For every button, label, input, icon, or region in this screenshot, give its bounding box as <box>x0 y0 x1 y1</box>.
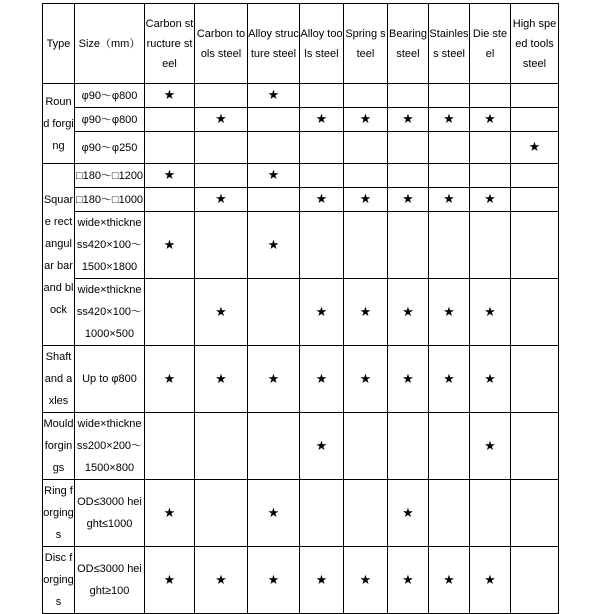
star-mark-cell <box>429 346 470 413</box>
star-mark-cell <box>195 279 248 346</box>
star-mark-cell <box>344 188 388 212</box>
empty-cell <box>195 132 248 164</box>
empty-cell <box>511 108 559 132</box>
star-mark-cell <box>145 346 195 413</box>
star-mark-cell <box>470 188 511 212</box>
empty-cell <box>248 132 300 164</box>
star-icon: ★ <box>484 370 496 386</box>
star-icon: ★ <box>267 167 280 182</box>
empty-cell <box>344 212 388 279</box>
empty-cell <box>300 212 344 279</box>
star-mark-cell <box>388 547 429 614</box>
empty-cell <box>145 413 195 480</box>
header-size: Size（mm） <box>75 4 145 84</box>
header-alloy-structure-steel: Alloy structure steel <box>248 4 300 84</box>
empty-cell <box>195 84 248 108</box>
size-cell: □180～□1000 <box>75 188 145 212</box>
empty-cell <box>300 84 344 108</box>
star-icon: ★ <box>484 303 496 319</box>
empty-cell <box>145 279 195 346</box>
star-icon: ★ <box>315 303 328 319</box>
table-row <box>43 132 559 164</box>
star-mark-cell <box>248 547 300 614</box>
table-row <box>43 480 559 547</box>
empty-cell <box>470 164 511 188</box>
star-icon: ★ <box>443 111 455 126</box>
star-mark-cell <box>429 188 470 212</box>
star-icon: ★ <box>443 370 455 386</box>
empty-cell <box>511 164 559 188</box>
star-mark-cell <box>145 480 195 547</box>
size-cell: φ90～φ250 <box>75 132 145 164</box>
empty-cell <box>429 212 470 279</box>
header-type: Type <box>43 4 75 84</box>
empty-cell <box>511 413 559 480</box>
star-mark-cell <box>470 547 511 614</box>
empty-cell <box>511 346 559 413</box>
star-icon: ★ <box>267 370 280 386</box>
empty-cell <box>511 188 559 212</box>
size-cell: OD≤3000 height≥100 <box>75 547 145 614</box>
empty-cell <box>511 212 559 279</box>
star-icon: ★ <box>267 504 280 520</box>
steel-forging-table <box>42 3 559 614</box>
star-icon: ★ <box>163 236 176 252</box>
star-icon: ★ <box>484 437 496 453</box>
header-carbon-structure-steel: Carbon structure steel <box>145 4 195 84</box>
empty-cell <box>195 413 248 480</box>
star-mark-cell <box>344 108 388 132</box>
table-row <box>43 108 559 132</box>
empty-cell <box>429 413 470 480</box>
star-icon: ★ <box>163 370 176 386</box>
type-cell: Round forging <box>43 84 75 164</box>
size-cell: φ90～φ800 <box>75 84 145 108</box>
empty-cell <box>344 413 388 480</box>
empty-cell <box>429 480 470 547</box>
star-mark-cell <box>344 346 388 413</box>
type-cell: Square rectangular bar and block <box>43 164 75 346</box>
star-icon: ★ <box>402 303 414 319</box>
star-icon: ★ <box>215 370 227 386</box>
size-cell: φ90～φ800 <box>75 108 145 132</box>
size-cell: wide×thickness420×100～1500×1800 <box>75 212 145 279</box>
table-row <box>43 164 559 188</box>
empty-cell <box>511 480 559 547</box>
star-mark-cell <box>300 108 344 132</box>
star-mark-cell <box>470 346 511 413</box>
star-icon: ★ <box>443 191 455 206</box>
star-mark-cell <box>388 188 429 212</box>
star-mark-cell <box>300 188 344 212</box>
size-cell: wide×thickness200×200～1500×800 <box>75 413 145 480</box>
empty-cell <box>300 132 344 164</box>
star-mark-cell <box>145 84 195 108</box>
header-row <box>43 4 559 84</box>
empty-cell <box>145 188 195 212</box>
star-mark-cell <box>300 413 344 480</box>
empty-cell <box>248 108 300 132</box>
table-row <box>43 413 559 480</box>
star-icon: ★ <box>402 504 414 520</box>
empty-cell <box>344 132 388 164</box>
star-mark-cell <box>429 279 470 346</box>
star-mark-cell <box>388 279 429 346</box>
type-cell: Disc forgings <box>43 547 75 614</box>
star-icon: ★ <box>443 571 455 587</box>
header-stainless-steel: Stainless steel <box>429 4 470 84</box>
empty-cell <box>470 480 511 547</box>
table-row <box>43 84 559 108</box>
star-icon: ★ <box>215 111 227 126</box>
star-mark-cell <box>429 108 470 132</box>
star-mark-cell <box>388 480 429 547</box>
star-icon: ★ <box>443 303 455 319</box>
star-icon: ★ <box>359 303 372 319</box>
star-icon: ★ <box>402 571 414 587</box>
star-mark-cell <box>470 413 511 480</box>
empty-cell <box>429 132 470 164</box>
empty-cell <box>388 413 429 480</box>
header-die-steel: Die steel <box>470 4 511 84</box>
star-icon: ★ <box>267 571 280 587</box>
size-cell: OD≤3000 height≤1000 <box>75 480 145 547</box>
star-icon: ★ <box>315 571 328 587</box>
star-mark-cell <box>470 108 511 132</box>
empty-cell <box>470 132 511 164</box>
empty-cell <box>248 279 300 346</box>
star-mark-cell <box>248 346 300 413</box>
empty-cell <box>344 164 388 188</box>
star-icon: ★ <box>315 370 328 386</box>
header-bearing-steel: Bearing steel <box>388 4 429 84</box>
empty-cell <box>145 108 195 132</box>
empty-cell <box>248 413 300 480</box>
star-mark-cell <box>470 279 511 346</box>
empty-cell <box>511 279 559 346</box>
empty-cell <box>511 84 559 108</box>
star-mark-cell <box>511 132 559 164</box>
star-icon: ★ <box>359 370 372 386</box>
star-mark-cell <box>248 212 300 279</box>
star-icon: ★ <box>359 111 372 126</box>
empty-cell <box>388 132 429 164</box>
star-icon: ★ <box>402 370 414 386</box>
empty-cell <box>429 84 470 108</box>
star-mark-cell <box>195 547 248 614</box>
empty-cell <box>344 480 388 547</box>
empty-cell <box>388 212 429 279</box>
star-icon: ★ <box>484 571 496 587</box>
star-icon: ★ <box>215 571 227 587</box>
star-mark-cell <box>388 346 429 413</box>
star-mark-cell <box>195 346 248 413</box>
star-icon: ★ <box>315 437 328 453</box>
star-mark-cell <box>300 547 344 614</box>
empty-cell <box>470 84 511 108</box>
empty-cell <box>195 212 248 279</box>
table-row <box>43 279 559 346</box>
empty-cell <box>429 164 470 188</box>
star-mark-cell <box>300 279 344 346</box>
star-mark-cell <box>145 164 195 188</box>
empty-cell <box>195 164 248 188</box>
star-mark-cell <box>429 547 470 614</box>
star-icon: ★ <box>215 191 227 206</box>
star-mark-cell <box>300 346 344 413</box>
star-mark-cell <box>248 164 300 188</box>
type-cell: Mould forgings <box>43 413 75 480</box>
star-icon: ★ <box>359 571 372 587</box>
star-icon: ★ <box>315 191 328 206</box>
star-mark-cell <box>145 547 195 614</box>
star-icon: ★ <box>315 111 328 126</box>
table-row <box>43 188 559 212</box>
empty-cell <box>388 164 429 188</box>
star-icon: ★ <box>359 191 372 206</box>
star-icon: ★ <box>267 236 280 252</box>
star-mark-cell <box>344 547 388 614</box>
star-icon: ★ <box>402 111 414 126</box>
star-mark-cell <box>344 279 388 346</box>
empty-cell <box>388 84 429 108</box>
empty-cell <box>511 547 559 614</box>
empty-cell <box>248 188 300 212</box>
star-mark-cell <box>195 188 248 212</box>
header-alloy-tools-steel: Alloy tools steel <box>300 4 344 84</box>
star-icon: ★ <box>484 191 496 206</box>
star-icon: ★ <box>484 111 496 126</box>
star-icon: ★ <box>215 303 227 319</box>
star-icon: ★ <box>163 167 176 182</box>
header-high-speed-tools-steel: High speed tools steel <box>511 4 559 84</box>
type-cell: Ring forgings <box>43 480 75 547</box>
type-cell: Shaft and axles <box>43 346 75 413</box>
star-icon: ★ <box>163 571 176 587</box>
star-mark-cell <box>145 212 195 279</box>
size-cell: □180～□1200 <box>75 164 145 188</box>
star-icon: ★ <box>163 504 176 520</box>
star-mark-cell <box>195 108 248 132</box>
star-mark-cell <box>248 480 300 547</box>
star-icon: ★ <box>528 139 541 154</box>
star-mark-cell <box>388 108 429 132</box>
empty-cell <box>470 212 511 279</box>
star-icon: ★ <box>267 87 280 102</box>
header-carbon-tools-steel: Carbon tools steel <box>195 4 248 84</box>
table-body <box>43 84 559 614</box>
star-icon: ★ <box>402 191 414 206</box>
empty-cell <box>344 84 388 108</box>
empty-cell <box>300 480 344 547</box>
size-cell: wide×thickness420×100～1000×500 <box>75 279 145 346</box>
header-spring-steel: Spring steel <box>344 4 388 84</box>
table-row <box>43 547 559 614</box>
empty-cell <box>195 480 248 547</box>
table-row <box>43 346 559 413</box>
star-icon: ★ <box>163 87 176 102</box>
table-row <box>43 212 559 279</box>
star-mark-cell <box>248 84 300 108</box>
size-cell: Up to φ800 <box>75 346 145 413</box>
empty-cell <box>300 164 344 188</box>
empty-cell <box>145 132 195 164</box>
